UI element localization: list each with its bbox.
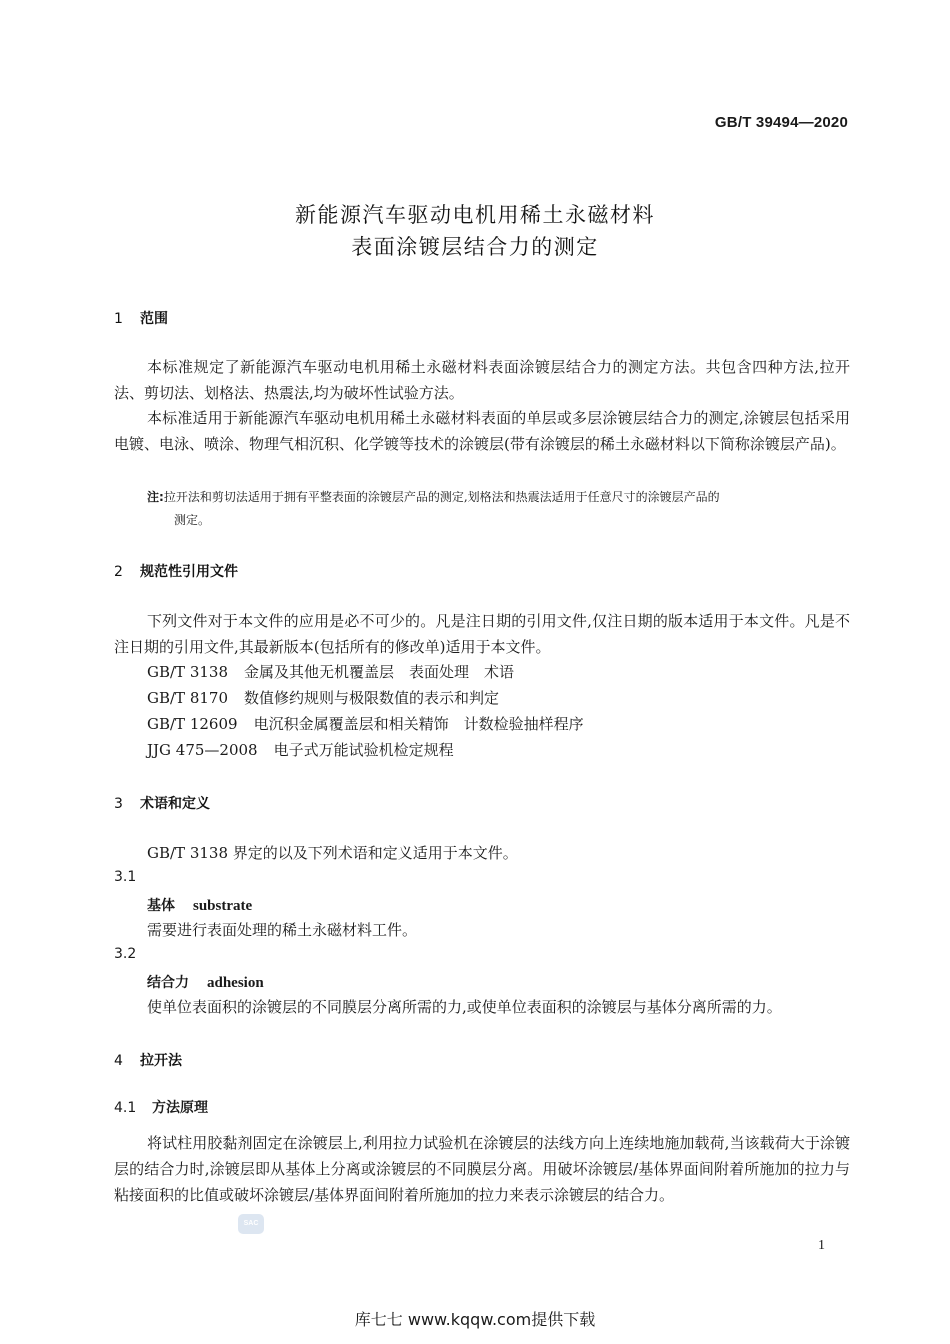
watermark-logo: SAC	[238, 1214, 264, 1234]
section-3-paragraph-1: GB/T 3138 界定的以及下列术语和定义适用于本文件。	[147, 844, 518, 862]
term-en: adhesion	[207, 975, 264, 991]
reference-item	[147, 711, 584, 737]
section-2-heading	[114, 561, 238, 581]
term-en: substrate	[193, 898, 253, 914]
note-line-2: 测定。	[174, 513, 211, 527]
subsection-4-1-heading	[114, 1097, 208, 1117]
term-heading	[147, 895, 252, 915]
reference-code: GB/T 3138	[147, 663, 229, 681]
note-label: 注:	[147, 490, 164, 504]
section-1-note	[147, 486, 850, 532]
reference-title: 电沉积金属覆盖层和相关精饰 计数检验抽样程序	[253, 715, 584, 733]
term-definition: 需要进行表面处理的稀土永磁材料工件。	[147, 921, 418, 939]
document-title-line2: 表面涂镀层结合力的测定	[351, 235, 599, 259]
section-number: 4	[114, 1053, 123, 1069]
subsection-number: 4.1	[114, 1100, 137, 1116]
section-1-paragraph-1: 本标准规定了新能源汽车驱动电机用稀土永磁材料表面涂镀层结合力的测定方法。共包含四种方法,拉开法、剪切法、划格法、热震法,均为破坏性试验方法。	[114, 358, 850, 402]
reference-code: GB/T 12609	[147, 715, 238, 733]
reference-item	[147, 737, 454, 763]
term-zh: 基体	[147, 898, 175, 914]
footer-download-note: 库七七 www.kqqw.com提供下载	[354, 1310, 596, 1329]
section-title: 范围	[140, 311, 168, 327]
term-zh: 结合力	[147, 975, 189, 991]
section-number: 2	[114, 564, 123, 580]
reference-code: GB/T 8170	[147, 689, 229, 707]
section-number: 1	[114, 311, 123, 327]
reference-title: 电子式万能试验机检定规程	[273, 741, 454, 759]
section-2-paragraph-1: 下列文件对于本文件的应用是必不可少的。凡是注日期的引用文件,仅注日期的版本适用于本文件。凡是不注日期的引用文件,其最新版本(包括所有的修改单)适用于本文件。	[114, 612, 850, 656]
term-number: 3.1	[114, 869, 137, 885]
section-number: 3	[114, 796, 123, 812]
section-title: 拉开法	[140, 1053, 182, 1069]
reference-title: 数值修约规则与极限数值的表示和判定	[244, 689, 500, 707]
subsection-title: 方法原理	[152, 1100, 208, 1116]
note-line-1: 拉开法和剪切法适用于拥有平整表面的涂镀层产品的测定,划格法和热震法适用于任意尺寸的涂镀层产品的	[163, 490, 720, 504]
standard-number: GB/T 39494—2020	[714, 114, 848, 131]
section-4-heading	[114, 1050, 182, 1070]
term-definition: 使单位表面积的涂镀层的不同膜层分离所需的力,或使单位表面积的涂镀层与基体分离所需的力。	[147, 998, 782, 1016]
page-number: 1	[818, 1238, 825, 1253]
section-title: 术语和定义	[140, 796, 210, 812]
reference-item	[147, 685, 499, 711]
reference-item	[147, 659, 514, 685]
section-3-heading	[114, 793, 210, 813]
section-1-paragraph-2: 本标准适用于新能源汽车驱动电机用稀土永磁材料表面的单层或多层涂镀层结合力的测定,涂镀层包括采用电镀、电泳、喷涂、物理气相沉积、化学镀等技术的涂镀层(带有涂镀层的稀土永磁材料以下简称涂镀层产品)。	[114, 409, 850, 453]
section-title: 规范性引用文件	[140, 564, 238, 580]
term-number: 3.2	[114, 946, 137, 962]
section-4-paragraph-1: 将试柱用胶黏剂固定在涂镀层上,利用拉力试验机在涂镀层的法线方向上连续地施加载荷,当该载荷大于涂镀层的结合力时,涂镀层即从基体上分离或涂镀层的不同膜层分离。用破坏涂镀层/基体界面间附着所施加的拉力与粘接面积的比值或破坏涂镀层/基体界面间附着所施加的拉力来表示涂镀层的结合力。	[114, 1134, 850, 1204]
reference-code: JJG 475—2008	[147, 741, 258, 759]
reference-title: 金属及其他无机覆盖层 表面处理 术语	[244, 663, 515, 681]
term-heading	[147, 972, 264, 992]
document-title-line1: 新能源汽车驱动电机用稀土永磁材料	[295, 203, 655, 227]
section-1-heading	[114, 308, 168, 328]
